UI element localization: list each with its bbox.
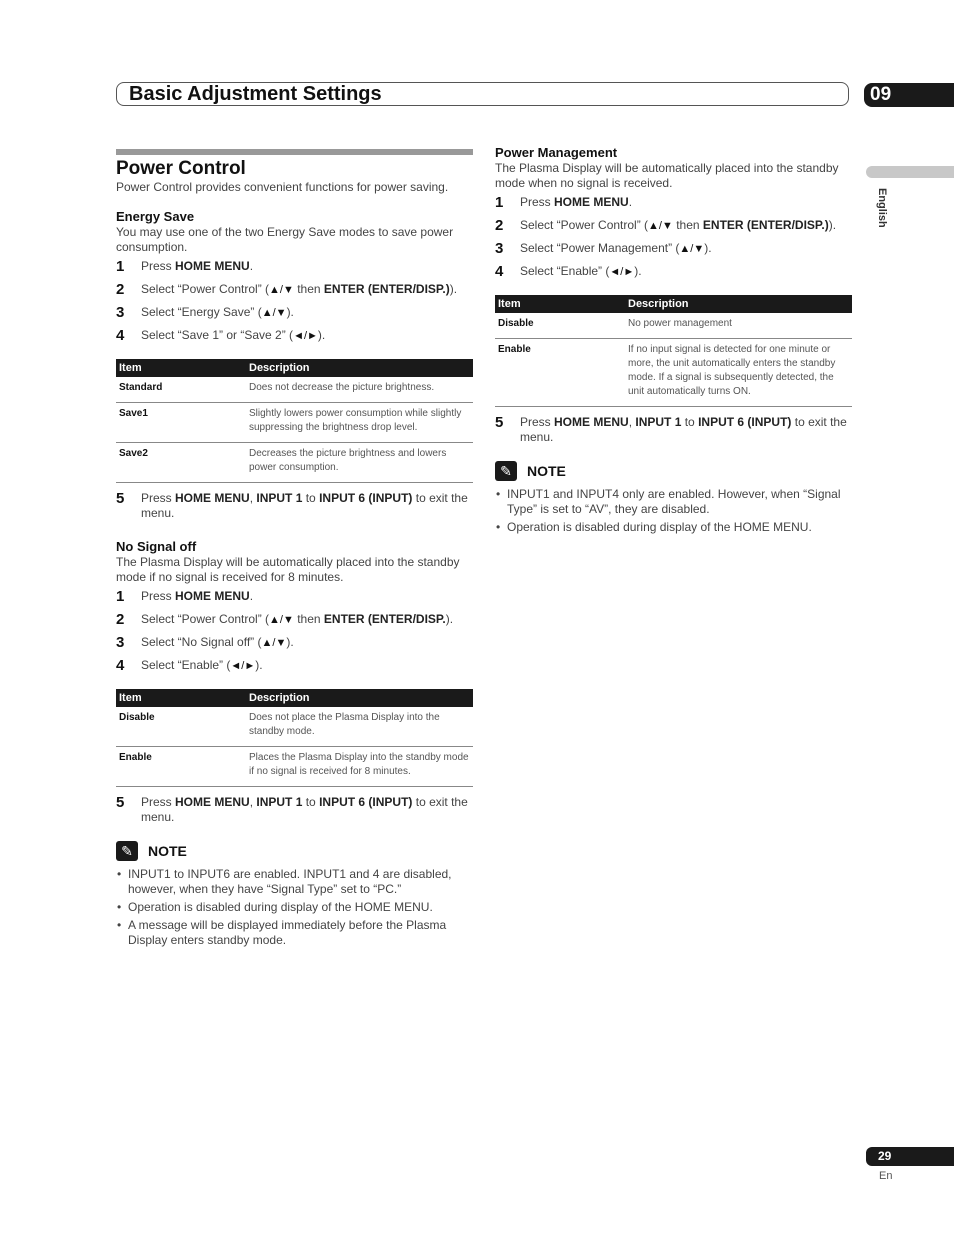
power-management-steps bbox=[495, 195, 852, 283]
step-text-post: to exit the menu. bbox=[520, 415, 847, 444]
note-list bbox=[116, 867, 473, 948]
step-key-label: INPUT 6 (INPUT) bbox=[698, 415, 792, 429]
table-description-cell: Decreases the picture brightness and lowers power consumption. bbox=[246, 443, 473, 483]
table-row bbox=[116, 403, 473, 443]
language-tab bbox=[866, 166, 954, 178]
step-key-label: HOME MENU bbox=[175, 259, 250, 273]
step-number: 3 bbox=[116, 634, 125, 651]
step-text bbox=[141, 328, 473, 344]
table-row bbox=[495, 313, 852, 339]
right-column bbox=[495, 145, 852, 538]
chapter-number: 09 bbox=[870, 84, 892, 105]
step-text bbox=[141, 259, 473, 274]
arrow-keys-icon: ▲/▼ bbox=[261, 637, 287, 649]
step-text-pre: Select “Power Management” ( bbox=[520, 241, 680, 255]
step-text-pre: Select “Power Control” ( bbox=[520, 218, 649, 232]
step-text-pre: Select “Energy Save” ( bbox=[141, 305, 262, 319]
step-text-sep: , bbox=[249, 491, 257, 505]
step-item bbox=[495, 218, 852, 237]
table-item-cell: Disable bbox=[116, 707, 246, 747]
step-number: 5 bbox=[116, 490, 125, 507]
table-description-cell: Places the Plasma Display into the standby mode if no signal is received for 8 minutes. bbox=[246, 747, 473, 787]
note-item: • Operation is disabled during display of the HOME MENU. bbox=[495, 520, 852, 535]
step-key-label: HOME MENU bbox=[175, 491, 250, 505]
no-signal-off-table bbox=[116, 689, 473, 787]
arrow-keys-icon: ◄/► bbox=[293, 330, 318, 342]
step-text bbox=[520, 415, 852, 445]
note-heading bbox=[495, 461, 852, 481]
step-key-label: ENTER (ENTER/DISP. bbox=[323, 612, 446, 626]
energy-save-title: Energy Save bbox=[116, 209, 195, 224]
table-header-cell: Item bbox=[495, 295, 625, 313]
step-number: 5 bbox=[116, 794, 125, 811]
step-text bbox=[141, 589, 473, 604]
step-text-pre: Select “Power Control” ( bbox=[141, 282, 270, 296]
arrow-keys-icon: ▲/▼ bbox=[679, 243, 705, 255]
arrow-keys-icon: ▲/▼ bbox=[648, 220, 673, 232]
no-signal-off-intro: The Plasma Display will be automatically placed into the standby mode if no signal is received for 8 minutes. bbox=[116, 555, 460, 584]
step-item bbox=[495, 241, 852, 260]
step-number: 4 bbox=[116, 327, 125, 344]
arrow-keys-icon: ▲/▼ bbox=[261, 307, 287, 319]
step-text bbox=[520, 195, 852, 210]
step-text-post: ). bbox=[828, 218, 837, 232]
pencil-icon: ✎ bbox=[116, 841, 138, 861]
energy-save-table bbox=[116, 359, 473, 483]
step-text bbox=[141, 491, 473, 521]
table-row bbox=[116, 747, 473, 787]
table-header-cell: Description bbox=[246, 359, 473, 377]
step-text bbox=[520, 218, 852, 234]
step-key-label: INPUT 1 bbox=[256, 795, 303, 809]
step-item bbox=[495, 195, 852, 214]
page-tab bbox=[866, 1147, 954, 1166]
step-text-pre: Select “No Signal off” ( bbox=[141, 635, 262, 649]
step-text bbox=[141, 305, 473, 321]
step-number: 2 bbox=[495, 217, 504, 234]
arrow-keys-icon: ◄/► bbox=[230, 660, 256, 672]
step-text-post: . bbox=[249, 589, 254, 603]
step-item bbox=[116, 259, 473, 278]
step-text-sep: to bbox=[302, 795, 320, 809]
step-text bbox=[141, 612, 473, 628]
step-item bbox=[116, 491, 473, 521]
step-text-pre: Press bbox=[141, 491, 176, 505]
table-row bbox=[495, 339, 852, 407]
no-signal-off-step-5 bbox=[116, 795, 473, 825]
step-text-sep: to bbox=[681, 415, 699, 429]
language-label: English bbox=[876, 188, 888, 228]
step-key-label: ENTER (ENTER/DISP.) bbox=[702, 218, 829, 232]
step-text-pre: Select “Power Control” ( bbox=[141, 612, 270, 626]
table-description-cell: Does not decrease the picture brightness. bbox=[246, 377, 473, 403]
step-item bbox=[116, 635, 473, 654]
step-text-pre: Select “Enable” ( bbox=[520, 264, 610, 278]
table-row bbox=[116, 377, 473, 403]
note-list bbox=[495, 487, 852, 535]
step-text bbox=[141, 282, 473, 298]
table-header-row bbox=[495, 295, 852, 313]
step-text-pre: Press bbox=[520, 195, 555, 209]
step-text-post: ). bbox=[634, 264, 642, 278]
step-text-post: to exit the menu. bbox=[141, 795, 468, 824]
step-key-label: HOME MENU bbox=[175, 795, 250, 809]
step-text-post: . bbox=[249, 259, 254, 273]
page-language: En bbox=[879, 1170, 893, 1182]
step-text-mid: then bbox=[293, 282, 324, 296]
step-text-post: ). bbox=[317, 328, 326, 342]
table-header-cell: Item bbox=[116, 689, 246, 707]
table-item-cell: Enable bbox=[495, 339, 625, 407]
step-item bbox=[116, 589, 473, 608]
table-row bbox=[116, 707, 473, 747]
pencil-icon: ✎ bbox=[495, 461, 517, 481]
table-header-row bbox=[116, 359, 473, 377]
section-rule bbox=[116, 149, 473, 155]
note-item: • A message will be displayed immediately before the Plasma Display enters standby mode. bbox=[116, 918, 473, 948]
step-text-mid: then bbox=[672, 218, 703, 232]
note-item: • INPUT1 and INPUT4 only are enabled. However, when “Signal Type” is set to “AV”, they are disabled. bbox=[495, 487, 852, 517]
table-row bbox=[116, 443, 473, 483]
step-text bbox=[141, 658, 473, 674]
left-column bbox=[116, 149, 473, 951]
step-key-label: HOME MENU bbox=[554, 195, 629, 209]
chapter-tab bbox=[864, 83, 954, 107]
arrow-keys-icon: ▲/▼ bbox=[269, 614, 294, 626]
step-number: 3 bbox=[495, 240, 504, 257]
table-description-cell: Does not place the Plasma Display into the standby mode. bbox=[246, 707, 473, 747]
step-text-post: ). bbox=[449, 282, 458, 296]
arrow-keys-icon: ◄/► bbox=[609, 266, 635, 278]
power-control-intro: Power Control provides convenient functions for power saving. bbox=[116, 180, 449, 194]
step-key-label: INPUT 6 (INPUT) bbox=[319, 491, 413, 505]
step-item bbox=[495, 264, 852, 283]
step-text-post: ). bbox=[704, 241, 712, 255]
step-key-label: ENTER (ENTER/DISP.) bbox=[323, 282, 450, 296]
step-text-pre: Press bbox=[520, 415, 555, 429]
step-item bbox=[116, 658, 473, 677]
step-text-pre: Select “Save 1” or “Save 2” ( bbox=[141, 328, 294, 342]
energy-save-intro: You may use one of the two Energy Save modes to save power consumption. bbox=[116, 225, 454, 254]
step-text-sep: , bbox=[628, 415, 636, 429]
step-key-label: HOME MENU bbox=[554, 415, 629, 429]
power-control-title: Power Control bbox=[116, 158, 246, 179]
step-key-label: INPUT 1 bbox=[256, 491, 303, 505]
step-number: 3 bbox=[116, 304, 125, 321]
page-title: Basic Adjustment Settings bbox=[129, 83, 382, 105]
table-item-cell: Save1 bbox=[116, 403, 246, 443]
table-header-cell: Description bbox=[625, 295, 852, 313]
step-text-post: ). bbox=[255, 658, 263, 672]
step-text-post: ). bbox=[286, 305, 294, 319]
step-text-mid: then bbox=[293, 612, 324, 626]
step-number: 1 bbox=[116, 258, 125, 275]
step-item bbox=[116, 328, 473, 347]
step-number: 5 bbox=[495, 414, 504, 431]
step-text bbox=[520, 241, 852, 257]
table-item-cell: Disable bbox=[495, 313, 625, 339]
step-text-pre: Press bbox=[141, 589, 176, 603]
step-number: 1 bbox=[495, 194, 504, 211]
table-description-cell: No power management bbox=[625, 313, 852, 339]
step-text-pre: Select “Enable” ( bbox=[141, 658, 231, 672]
note-item: • INPUT1 to INPUT6 are enabled. INPUT1 and 4 are disabled, however, when they have “Signal Type” set to “PC.” bbox=[116, 867, 473, 897]
step-item bbox=[116, 612, 473, 631]
no-signal-off-title: No Signal off bbox=[116, 539, 197, 554]
note-heading bbox=[116, 841, 473, 861]
note-label: NOTE bbox=[148, 843, 187, 859]
step-item bbox=[116, 282, 473, 301]
table-item-cell: Standard bbox=[116, 377, 246, 403]
table-description-cell: Slightly lowers power consumption while slightly suppressing the brightness drop level. bbox=[246, 403, 473, 443]
power-management-step-5 bbox=[495, 415, 852, 445]
step-text-sep: , bbox=[249, 795, 257, 809]
no-signal-off-steps bbox=[116, 589, 473, 677]
step-key-label: HOME MENU bbox=[175, 589, 250, 603]
step-number: 2 bbox=[116, 611, 125, 628]
table-item-cell: Enable bbox=[116, 747, 246, 787]
table-header-row bbox=[116, 689, 473, 707]
table-description-cell: If no input signal is detected for one minute or more, the unit automatically enters the standby mode. If a signal is subsequently detected, the unit automatically turns ON. bbox=[625, 339, 852, 407]
step-text-post: to exit the menu. bbox=[141, 491, 468, 520]
page-number: 29 bbox=[878, 1149, 892, 1163]
step-text-pre: Press bbox=[141, 259, 176, 273]
table-item-cell: Save2 bbox=[116, 443, 246, 483]
power-management-table bbox=[495, 295, 852, 407]
energy-save-step-5 bbox=[116, 491, 473, 521]
step-text bbox=[520, 264, 852, 280]
step-text-post: ). bbox=[286, 635, 294, 649]
step-number: 4 bbox=[495, 263, 504, 280]
step-item bbox=[495, 415, 852, 445]
step-number: 2 bbox=[116, 281, 125, 298]
step-text bbox=[141, 635, 473, 651]
step-text-post: ). bbox=[445, 612, 454, 626]
step-text-pre: Press bbox=[141, 795, 176, 809]
note-item: • Operation is disabled during display of the HOME MENU. bbox=[116, 900, 473, 915]
energy-save-steps bbox=[116, 259, 473, 347]
step-item bbox=[116, 795, 473, 825]
step-number: 1 bbox=[116, 588, 125, 605]
header-bar bbox=[116, 82, 849, 106]
step-item bbox=[116, 305, 473, 324]
step-text-post: . bbox=[628, 195, 633, 209]
step-text-sep: to bbox=[302, 491, 320, 505]
note-label: NOTE bbox=[527, 463, 566, 479]
table-header-cell: Item bbox=[116, 359, 246, 377]
power-management-title: Power Management bbox=[495, 145, 618, 160]
step-key-label: INPUT 1 bbox=[635, 415, 682, 429]
power-management-intro: The Plasma Display will be automatically placed into the standby mode when no signal is received. bbox=[495, 161, 839, 190]
step-text bbox=[141, 795, 473, 825]
arrow-keys-icon: ▲/▼ bbox=[269, 284, 294, 296]
step-key-label: INPUT 6 (INPUT) bbox=[319, 795, 413, 809]
step-number: 4 bbox=[116, 657, 125, 674]
table-header-cell: Description bbox=[246, 689, 473, 707]
